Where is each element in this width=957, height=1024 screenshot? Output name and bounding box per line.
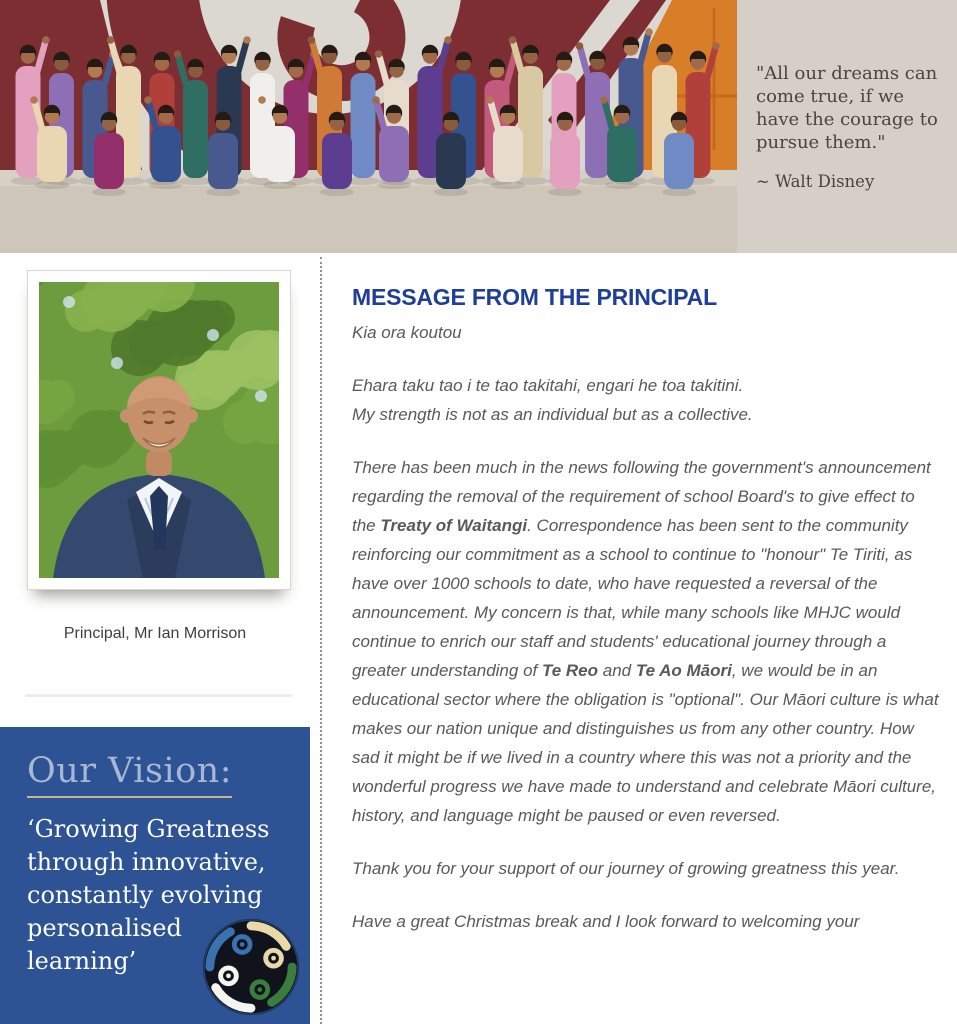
vision-quote: ‘Growing Greatness through innovative, constantly evolving personalised learning’ [27, 815, 270, 975]
message-paragraph: There has been much in the news following the government's announcement regarding the removal of the requirement of school Board's to give effect to the Treaty of Waitangi. Correspondence has been sent to the community reinforcing our commitment as a school to continue to "honour" Te Tiriti, as have over 1000 schools to date, who have requested a reversal of the announcement. My concern is that, while many schools like MHJC would continue to enrich our staff and students' educational journey through a greater understanding of Te Reo and Te Ao Māori, we would be in an educational sector where the obligation is "optional". Our Māori culture is what makes our nation unique and distinguishes us from any other country. How sad it might be if we lived in a country where this was not a priority and the wonderful progress we have made to understand and celebrate Māori culture, history, and language might be paused or even reversed. [352, 458, 939, 825]
principal-portrait-photo [39, 282, 279, 578]
hero-row [0, 0, 957, 253]
mhjc-koru-logo-icon [202, 918, 300, 1016]
vision-title: Our Vision: [27, 751, 232, 798]
message-paragraph: Thank you for your support of our journey of growing greatness this year. [352, 859, 900, 878]
principal-message-section [352, 284, 940, 936]
students-group-photo [0, 0, 737, 253]
vision-panel [0, 727, 310, 1024]
message-heading: MESSAGE FROM THE PRINCIPAL [352, 284, 717, 310]
message-greeting: Kia ora koutou [352, 323, 462, 342]
inspirational-quote-panel [737, 0, 957, 253]
quote-attribution: ~ Walt Disney [756, 172, 875, 191]
principal-photo-frame [27, 270, 291, 590]
principal-caption: Principal, Mr Ian Morrison [63, 625, 247, 642]
column-divider-dotted [320, 257, 322, 1024]
message-paragraph: Ehara taku tao i te tao takitahi, engari he toa takitini. My strength is not as an individual but as a collective. [352, 376, 753, 424]
left-column-divider [25, 694, 292, 697]
message-paragraph: Have a great Christmas break and I look forward to welcoming your [352, 912, 860, 931]
quote-text: "All our dreams can come true, if we have the courage to pursue them." [756, 63, 938, 153]
message-paragraphs [352, 371, 940, 936]
